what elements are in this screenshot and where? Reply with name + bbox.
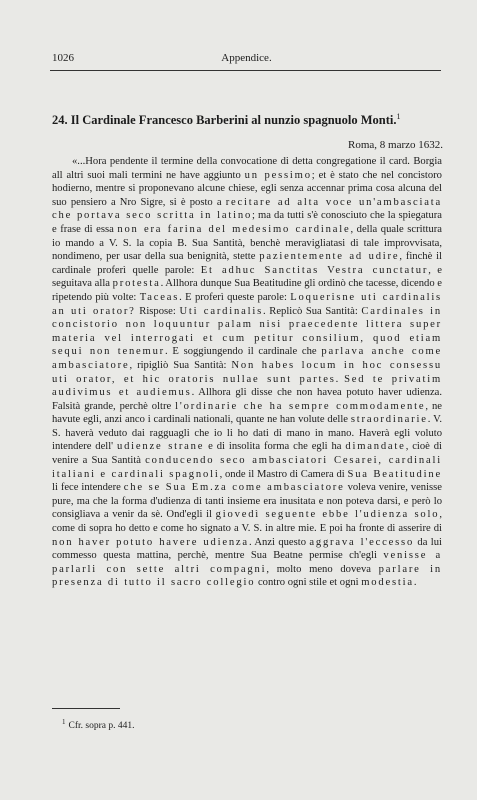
letter-body — [52, 155, 442, 590]
text-run: . Replicò Sua Santità: — [263, 305, 362, 317]
text-run: , cioè di venire a Sua Santità — [52, 441, 442, 467]
spaced-text-run: modestia — [361, 577, 414, 589]
footnote-text: Cfr. sopra p. 441. — [68, 721, 135, 732]
spaced-text-run: l'ordinarie che ha sempre commodamente — [175, 400, 426, 412]
text-run: , della quale scrittura io mando a V. S. la copia B. Sua Santità, benchè meravigliatasi di tale improvvisata, nondimeno, per usar della sua benignità, stette — [52, 223, 442, 263]
spaced-text-run: pazientemente ad udire — [259, 251, 400, 263]
text-run: , come di sopra ho detto e come ho signato a V. S. in altre mie. E poi ha fronte di asserire di — [52, 509, 442, 535]
spaced-text-run: venisse a parlarli con sette altri compagni — [52, 550, 442, 575]
text-run: «...Hora pendente il termine della convocatione di detta congregatione il card. Borgia all altri suoi mali termini ne have aggiunto — [52, 156, 442, 181]
spaced-text-run: che se Sua Em.za come ambasciatore — [123, 482, 345, 494]
text-run: ; ma da tutti s'è conosciuto che la spiegatura e frase di essa — [52, 210, 442, 235]
spaced-text-run: recitare ad alta voce un'ambasciata che portava seco scritta in latino — [52, 196, 442, 222]
heading-text: 24. Il Cardinale Francesco Barberini al nunzio spagnuolo Monti. — [52, 113, 397, 128]
text-run: da lui commesso questa mattina, perchè, mentre Sua Beatne permise ch'egli — [52, 536, 442, 562]
spaced-text-run: Et adhuc Sanctitas Vestra cunctatur — [200, 264, 429, 276]
spaced-text-run: protesta — [112, 278, 161, 290]
spaced-text-run: Uti cardinalis — [179, 305, 263, 317]
text-run: li fece intendere — [52, 482, 124, 494]
text-run: e di insolita forma che egli ha — [204, 441, 346, 453]
text-run: . V. S. haverà veduto dai ragguagli che io li ho dati di mano in mano. Haverà egli voluto intendere dell' — [52, 414, 442, 453]
text-run: . — [335, 373, 345, 385]
spaced-text-run: parlare in presenza di tutto il sacro collegio — [52, 563, 443, 589]
footnote — [62, 718, 134, 731]
text-run: . E soggiungendo il cardinale che — [165, 346, 322, 358]
text-run: . Anzi questo — [248, 536, 310, 548]
text-run: , ne havute egli, anzi anco i cardinali nationali, quante ne han volute delle — [52, 400, 442, 426]
spaced-text-run: Non habes locum in hoc consessu uti orator, et hic oratoris nullae sunt partes — [52, 359, 442, 385]
text-run: . — [413, 577, 417, 589]
text-run: . Allhora gli disse che non havea potuto haver udienza. Falsità grande, perchè oltre — [52, 387, 442, 412]
text-run: voleva venire, venisse pure, ma che la forma d'udienza di tanti insieme era inusitata e non poteva darsi, e però lo consigliava a venir da sè. Ond'egli il — [52, 482, 442, 521]
spaced-text-run: non haver potuto havere udienza — [52, 536, 249, 548]
spaced-text-run: Taceas — [139, 291, 180, 303]
spaced-text-run: parlava anche come ambasciatore — [52, 346, 443, 371]
text-run: . Allhora dunque Sua Beatitudine gli ordinò che tacesse, dicendo e ripetendo più volte: — [52, 278, 443, 303]
heading-footnote-marker: 1 — [396, 112, 401, 121]
text-run: . E proferì queste parole: — [179, 291, 291, 303]
dateline: Roma, 8 marzo 1632. — [347, 139, 443, 151]
spaced-text-run: dimandate — [345, 441, 406, 453]
running-title: Appendice. — [221, 52, 272, 64]
text-run: ; et è stato che nel concistoro hodierno, mentre si proponevano alcune chiese, egli senza accennar prima cosa alcuna del suo pensiero a Nro Sigre, si è posto a — [52, 169, 442, 208]
page-number: 1026 — [52, 52, 74, 64]
spaced-text-run: Sua Beatitudine — [347, 468, 442, 480]
spaced-text-run: udienze strane — [116, 441, 205, 453]
footnote-marker: 1 — [62, 718, 66, 726]
text-run: contro ogni stile et ogni — [255, 577, 362, 589]
text-run: , finchè il cardinale proferì quelle parole: — [52, 251, 442, 276]
text-run: Rispose: — [135, 305, 180, 317]
spaced-text-run: aggrava l'eccesso — [309, 536, 415, 548]
spaced-text-run: conducendo seco ambasciatori Cesarei, cardinali italiani e cardinali spagnoli — [52, 455, 442, 480]
text-run: , e seguitava alla — [52, 264, 443, 290]
header-rule — [50, 70, 441, 71]
spaced-text-run: non era farina del medesimo cardinale — [117, 223, 351, 235]
spaced-text-run: straordinarie — [350, 414, 428, 426]
text-run: , onde il Mastro di Camera di — [219, 468, 348, 480]
text-run: , ripigliò Sua Santità: — [129, 359, 232, 371]
spaced-text-run: un pessimo — [244, 169, 312, 181]
document-heading — [52, 112, 445, 128]
footnote-rule — [52, 708, 120, 709]
spaced-text-run: Loquerisne uti cardinalis an uti orator? — [52, 291, 442, 317]
text-run: , molto meno doveva — [266, 563, 379, 575]
spaced-text-run: Cardinales in concistorio non loquuntur palam nisi praecedente littera super materia vel interrogati et cum petitur consilium, quod etiam sequi non tenemur — [52, 305, 442, 358]
spaced-text-run: giovedì seguente ebbe l'udienza solo — [215, 509, 440, 521]
spaced-text-run: Sed te privatim audivimus et audiemus — [52, 373, 443, 399]
